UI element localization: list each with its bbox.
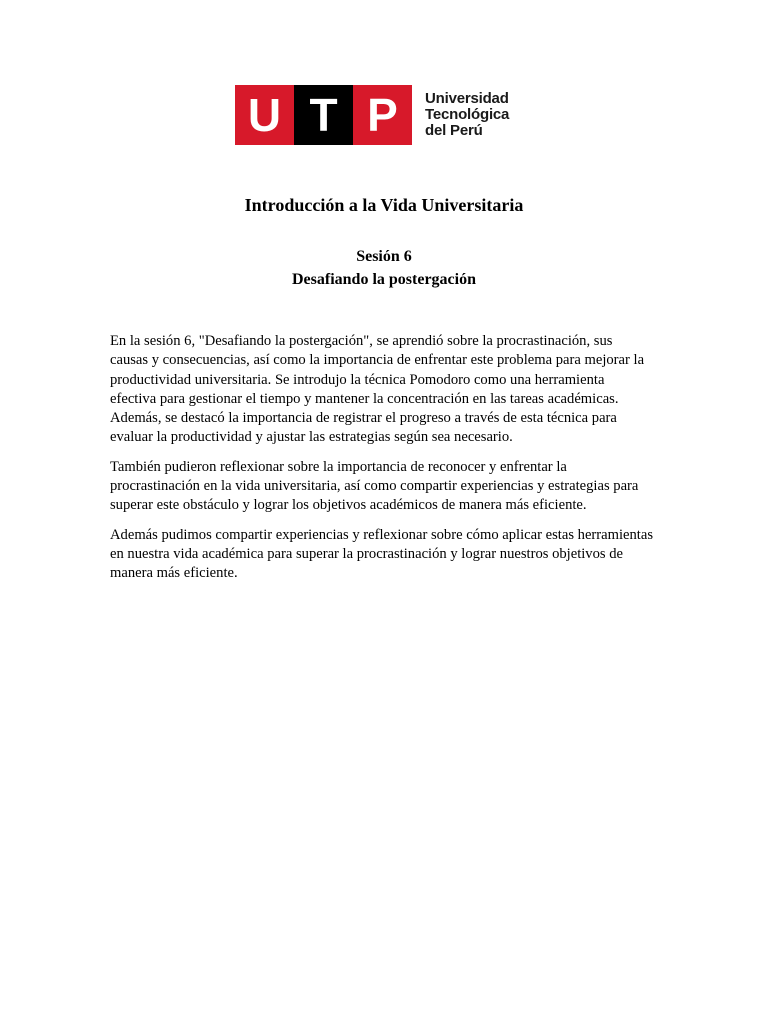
logo-letter-p: P: [353, 85, 412, 145]
paragraph-1: En la sesión 6, "Desafiando la postergación", se aprendió sobre la procrastinación, sus causas y consecuencias, así como la importancia de enfrentar este problema para mejorar la productividad universitaria. Se introdujo la técnica Pomodoro como una herramienta efectiva para gestionar el tiempo y mantener la concentración en las tareas académicas. Además, se destacó la importancia de registrar el progreso a través de esta técnica para evaluar la productividad y ajustar las estrategias según sea necesario.: [110, 333, 645, 446]
logo-name-line-2: Tecnológica: [425, 106, 510, 123]
logo-name-line-1: Universidad: [425, 90, 509, 107]
logo-name-line-3: del Perú: [425, 122, 483, 139]
paragraph-2: También pudieron reflexionar sobre la importancia de reconocer y enfrentar la procrastinación en la vida universitaria, así como compartir experiencias y estrategias para superar este obstáculo y lograr los objetivos académicos de manera más eficiente.: [110, 458, 639, 514]
document-body: [110, 332, 654, 594]
course-title: Introducción a la Vida Universitaria: [244, 195, 524, 215]
paragraph-3: Además pudimos compartir experiencias y reflexionar sobre cómo aplicar estas herramientas en nuestra vida académica para superar la procrastinación y lograr nuestros objetivos de manera más eficiente.: [110, 526, 654, 582]
utp-logo: [235, 85, 509, 145]
session-name: Desafiando la postergación: [292, 271, 476, 288]
session-number: Sesión 6: [356, 248, 412, 265]
logo-letter-t: T: [294, 85, 353, 145]
logo-letter-u: U: [235, 85, 294, 145]
logo-university-name: [425, 91, 509, 139]
